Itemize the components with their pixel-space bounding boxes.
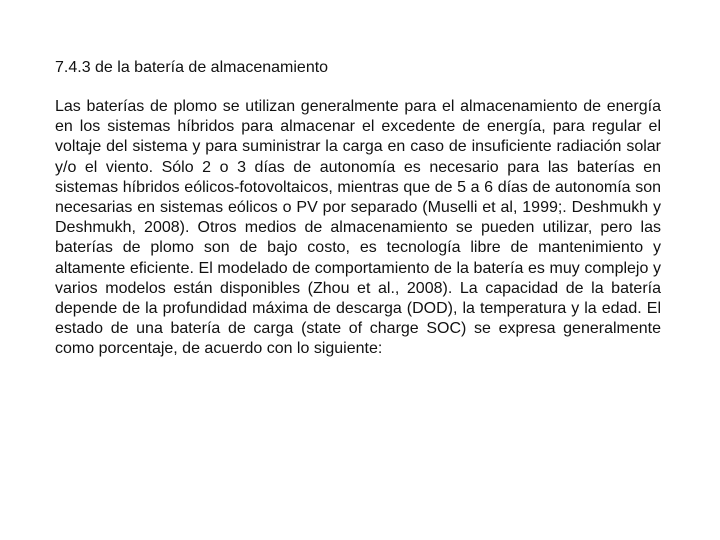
section-heading: 7.4.3 de la batería de almacenamiento: [55, 59, 329, 76]
body-paragraph: Las baterías de plomo se utilizan generalmente para el almacenamiento de energía en los sistemas híbridos para almacenar el excedente de energía, para regular el voltaje del sistema y para suministrar la carga en caso de insuficiente radiación solar y/o el viento. Sólo 2 o 3 días de autonomía es necesario para las baterías en sistemas híbridos eólicos-fotovoltaicos, mientras que de 5 a 6 días de autonomía son necesarias en sistemas eólicos o PV por separado (Muselli et al, 1999;. Deshmukh y Deshmukh, 2008). Otros medios de almacenamiento se pueden utilizar, pero las baterías de plomo son de bajo costo, es tecnología libre de mantenimiento y altamente eficiente. El modelado de comportamiento de la batería es muy complejo y varios modelos están disponibles (Zhou et al., 2008). La capacidad de la batería depende de la profundidad máxima de descarga (DOD), la temperatura y la edad. El estado de una batería de carga (state of charge SOC) se expresa generalmente como porcentaje, de acuerdo con lo siguiente:: [55, 98, 661, 358]
